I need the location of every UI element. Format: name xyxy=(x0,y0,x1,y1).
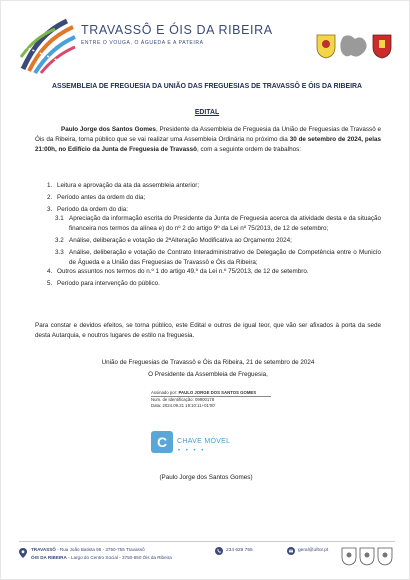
signatory-role: O Presidente da Assembleia de Freguesia, xyxy=(148,371,268,378)
footer-address-1 xyxy=(31,547,145,552)
president-name: (Paulo Jorge dos Santos Gomes) xyxy=(159,474,253,481)
agenda-subitem xyxy=(35,236,381,246)
id-label: Num. de Identificação: xyxy=(151,397,194,403)
footer-addr-1: - Rua João Batista 95 - 3750-755 Travassô xyxy=(55,547,145,552)
intro-text-2: , com a seguinte ordem de trabalhos: xyxy=(197,145,301,153)
closing-paragraph: Para constar e devidos efeitos, se torna público, este Edital e outros de igual teor, que vão ser afixados à porta da sede desta Autarquia, e noutros lugares de estilo na freguesia. xyxy=(35,322,381,339)
agenda-number: 3. xyxy=(47,205,53,213)
agenda-item xyxy=(35,205,381,215)
agenda-number: 5. xyxy=(47,280,53,288)
agenda-text: Análise, deliberação e votação de Contrato Interadministrativo de Delegação de Competência entre o Municío de Águeda e a União das Freguesias de Travassô e Óis da Ribeira; xyxy=(69,248,381,266)
signed-by-label: Assinado por: xyxy=(151,390,178,395)
edital-heading: EDITAL xyxy=(194,109,220,116)
footer-address-2 xyxy=(31,555,172,560)
place-date-block xyxy=(35,357,381,381)
agenda-subitem xyxy=(35,248,381,268)
phone-icon xyxy=(215,547,223,555)
agenda-number: 3.3 xyxy=(55,248,64,256)
agenda-item xyxy=(35,267,381,277)
agenda-text: Análise, deliberação e votação de 2ªAlteração Modificativa ao Orçamento 2024; xyxy=(69,236,292,244)
agenda-item xyxy=(35,181,381,191)
parish-logo-icon xyxy=(19,17,77,75)
org-subtitle: ENTRE O VOUGA, O ÁGUEDA E A PATEIRA xyxy=(81,40,204,46)
id-value: 09900178 xyxy=(194,397,215,403)
place-date: União de Freguesias de Travassô e Óis da Ribeira, 21 de setembro de 2024 xyxy=(101,359,315,366)
footer-addr-2: - Largo do Centro Social - 3750-650 Óis da Ribeira xyxy=(66,555,172,560)
intro-text-1: , Presidente da Assembleia de Freguesia da União de Freguesias de Travassô e Óis da Ribeira, torna público que se vai realizar uma Assembleia Ordinária no próximo dia xyxy=(35,126,381,143)
agenda-item xyxy=(35,193,381,203)
agenda-text: Período para intervenção do público. xyxy=(57,280,160,288)
footer-coat-of-arms-icon xyxy=(339,545,395,567)
agenda-text: Apreciação da informação escrita do Presidente da Junta de Freguesia acerca da atividade desta e da situação financeira nos termos da alínea e) do nº 2 do artigo 9º da Lei nº 75/2013, de 12 de setembro; xyxy=(69,215,381,233)
footer-place-2: ÓIS DA RIBEIRA xyxy=(31,555,67,560)
agenda-item xyxy=(35,279,381,289)
chave-movel-label: CHAVE MÓVEL xyxy=(177,438,231,445)
agenda-text: Leitura e aprovação da ata da assembleia anterior; xyxy=(57,182,200,189)
chave-movel-badge xyxy=(151,431,241,461)
footer xyxy=(19,541,395,575)
president-name-bold: Paulo Jorge dos Santos Gomes xyxy=(61,126,156,133)
letterhead xyxy=(19,11,395,73)
document-title: ASSEMBLEIA DE FREGUESIA DA UNIÃO DAS FREGUESIAS DE TRAVASSÔ E ÓIS DA RIBEIRA xyxy=(52,83,362,90)
intro-paragraph xyxy=(35,125,381,154)
agenda-number: 1. xyxy=(47,182,53,189)
chave-movel-dots: • • • • xyxy=(178,448,206,454)
date-value: 2024.09.21 19:10:11+01'00' xyxy=(162,403,216,409)
agenda-text: Período antes da ordem do dia; xyxy=(57,193,146,201)
agenda-number: 2. xyxy=(47,193,53,201)
signed-by-value: PAULO JORGE DOS SANTOS GOMES xyxy=(178,390,257,395)
coat-of-arms-icon xyxy=(313,31,395,59)
footer-email[interactable]: geral@uftor.pt xyxy=(298,548,329,553)
signed-by-line xyxy=(151,390,271,397)
chave-movel-icon: C xyxy=(151,431,173,453)
org-name: TRAVASSÔ E ÓIS DA RIBEIRA xyxy=(81,23,273,37)
meeting-date-place: 30 de setembro de 2024, pelas 21:00h, no Edifício da Junta de Freguesia de Travassô xyxy=(35,135,382,153)
agenda-number: 3.1 xyxy=(55,215,64,223)
agenda-text: Outros assuntos nos termos do n.º 1 do artigo 49.º da Lei n.º 75/2013, de 12 de setembro. xyxy=(57,268,309,276)
date-line xyxy=(151,403,271,409)
agenda-text: Período da ordem do dia: xyxy=(57,205,129,213)
date-label: Data: xyxy=(151,403,162,409)
footer-place-1: TRAVASSÔ xyxy=(31,547,56,552)
footer-phone[interactable]: 234 629 755 xyxy=(226,548,253,553)
location-pin-icon xyxy=(19,548,27,558)
agenda-list xyxy=(35,181,381,289)
agenda-number: 4. xyxy=(47,268,53,276)
digital-signature xyxy=(151,390,271,409)
agenda-subitem xyxy=(35,214,381,234)
agenda-number: 3.2 xyxy=(55,236,64,244)
email-icon xyxy=(287,547,295,555)
